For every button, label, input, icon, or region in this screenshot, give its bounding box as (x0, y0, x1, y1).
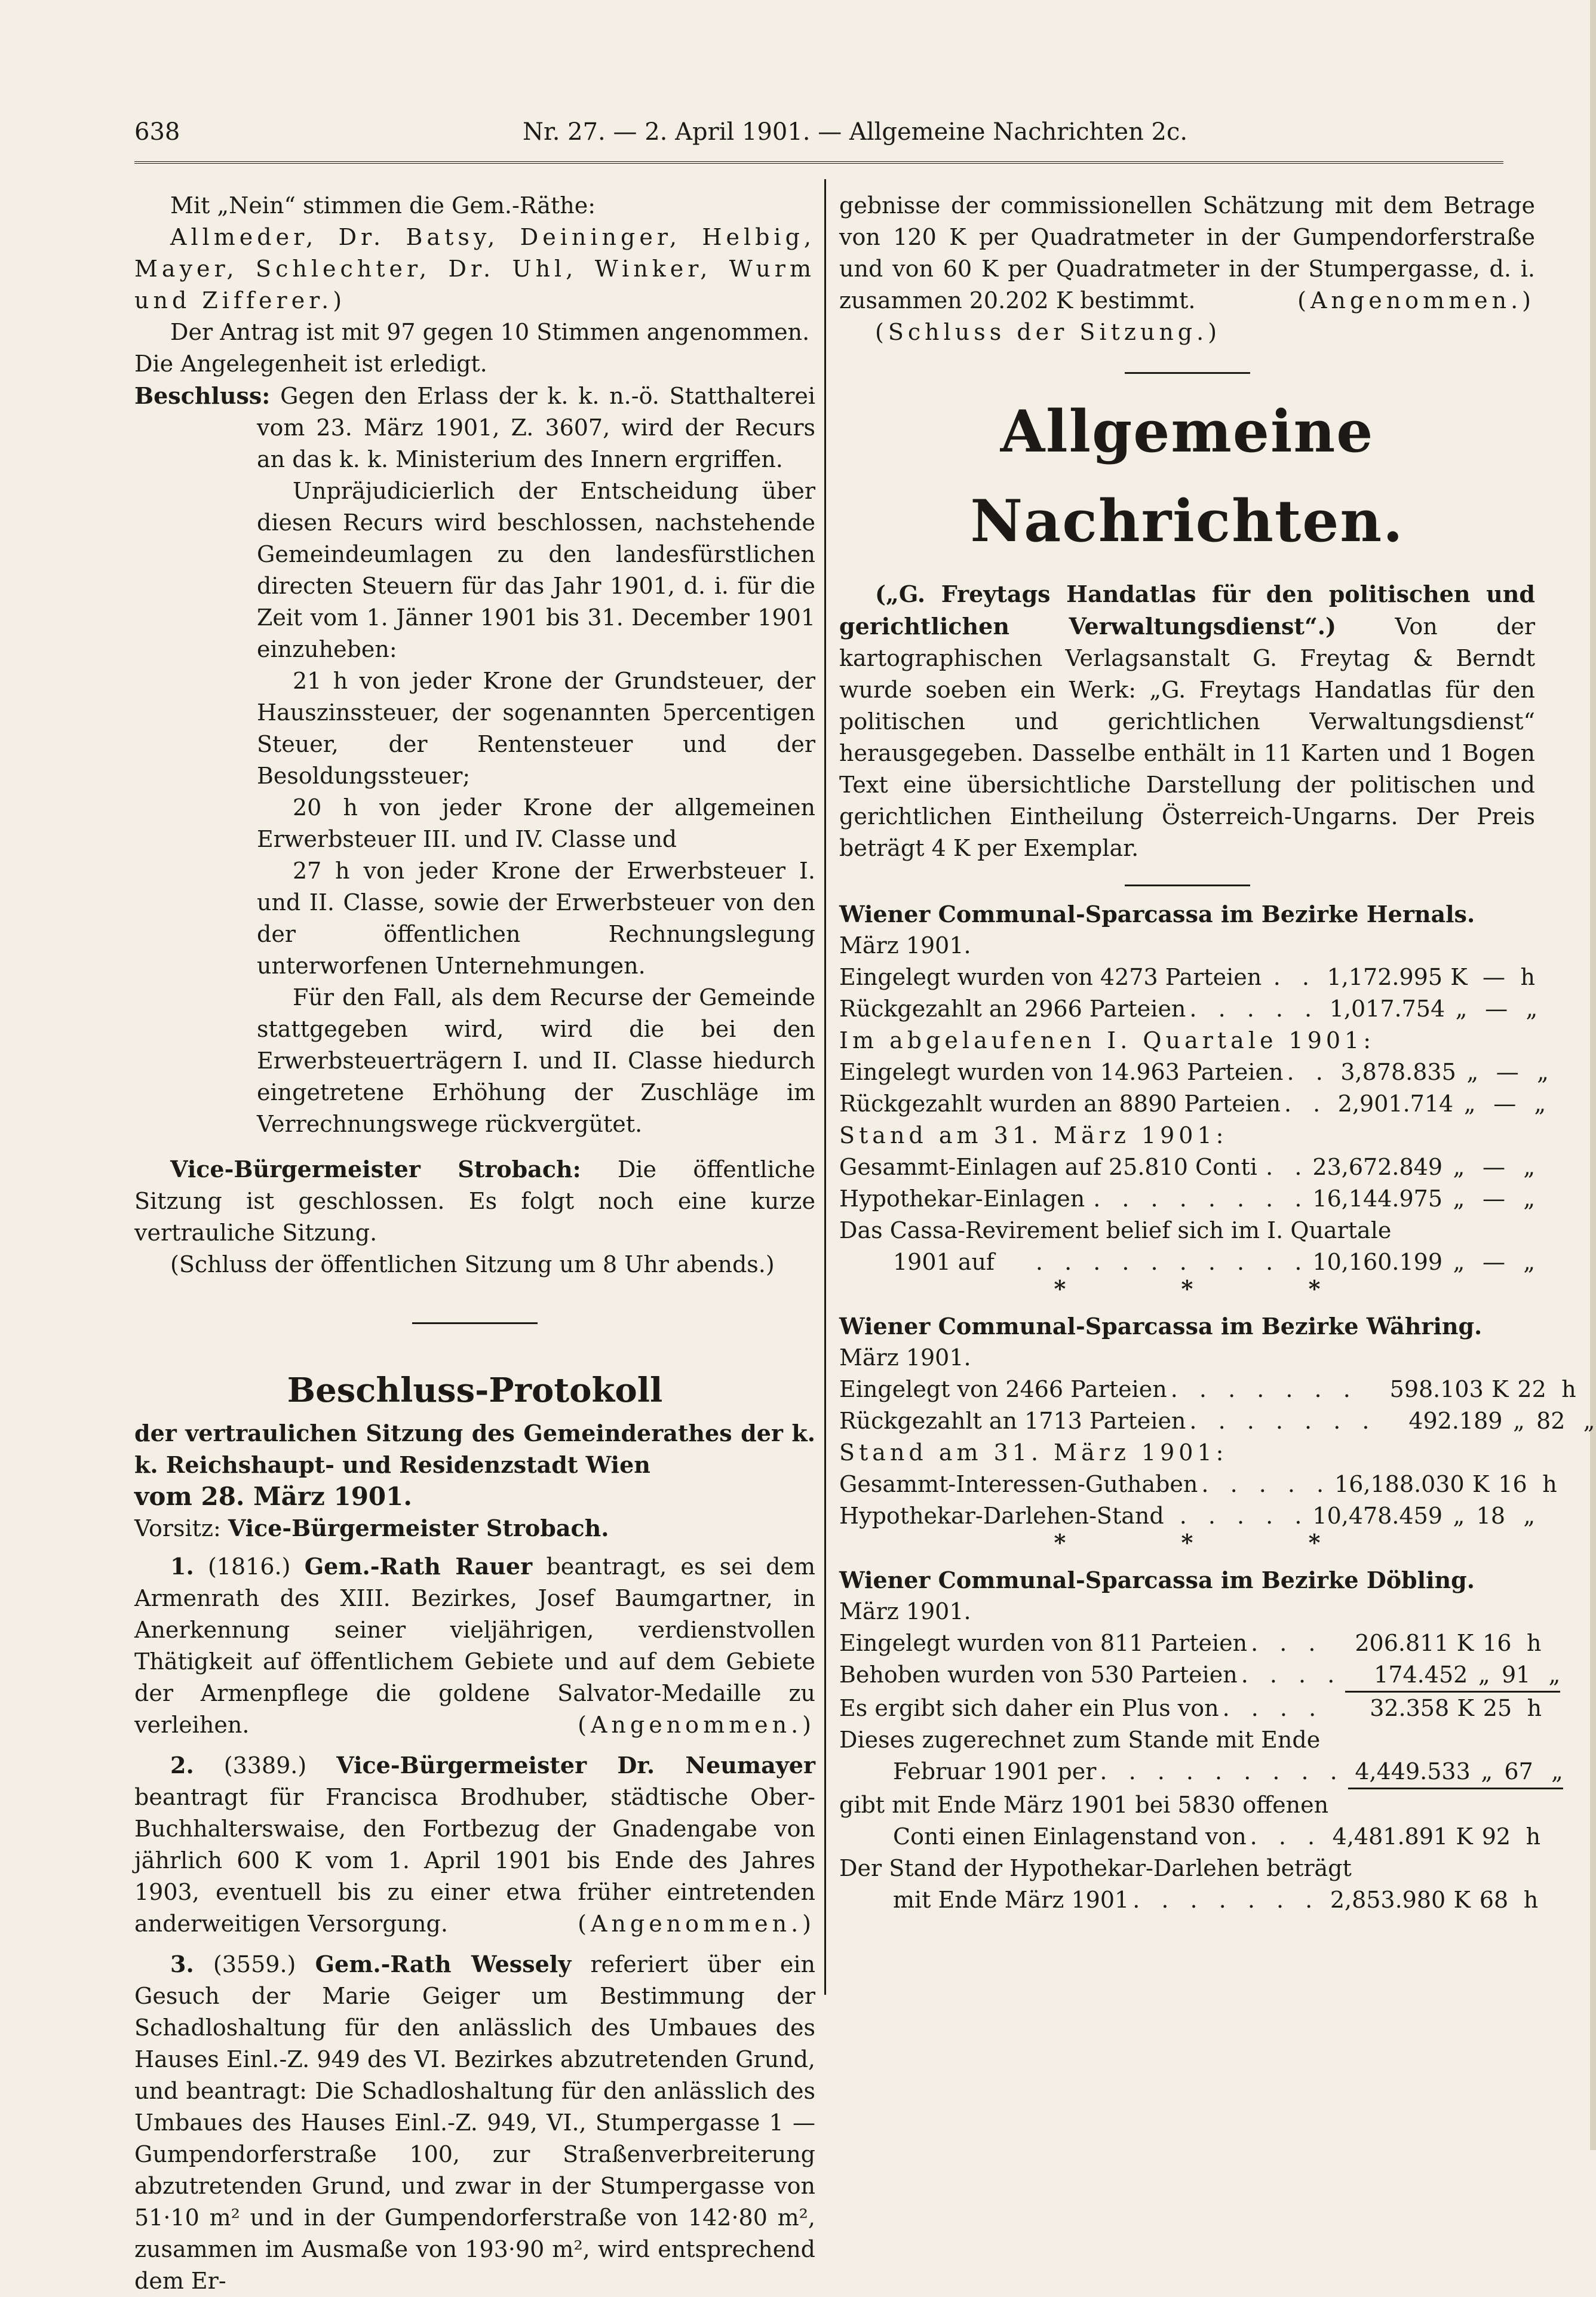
continuation-text (839, 190, 1535, 317)
item-3-ref: (3559.) (213, 1951, 296, 1977)
row-dots: . . . . . . . (1189, 1408, 1377, 1434)
row-dots: . . . . . . . . (1093, 1186, 1309, 1212)
item-1-name: Gem.-Rath Rauer (304, 1553, 533, 1580)
beschluss-label: Beschluss: (134, 382, 271, 409)
row-unit-k: K (1456, 1823, 1473, 1850)
hernals-quarter: Im abgelaufenen I. Quartale 1901: (839, 1027, 1376, 1054)
item-2-name: Vice-Bürgermeister Dr. Neumayer (336, 1752, 815, 1779)
row-unit-h: „ (1530, 1659, 1560, 1693)
row-dots: . . (1273, 964, 1316, 990)
row-unit-k: K (1472, 1471, 1490, 1497)
row-unit-h: „ (1523, 1503, 1535, 1529)
row-heller: — (1493, 1091, 1517, 1117)
row-unit-k: „ (1466, 1059, 1479, 1085)
row-label: Rückgezahlt an 2966 Parteien (839, 996, 1186, 1022)
row-label: Eingelegt wurden von 811 Parteien (839, 1630, 1248, 1656)
row-value: 206.811 (1355, 1630, 1449, 1656)
row-unit-h: h (1527, 1630, 1542, 1656)
row-unit-k: K (1491, 1376, 1509, 1402)
row-dots: . . . . . . . (1132, 1887, 1320, 1913)
row-dots: . . (1284, 1091, 1328, 1117)
waehring-row-guthaben (839, 1469, 1557, 1500)
header-rule (134, 161, 1503, 167)
row-label: Eingelegt wurden von 14.963 Parteien (839, 1059, 1284, 1085)
antrag-result: Der Antrag ist mit 97 gegen 10 Stimmen angenommen. (170, 319, 810, 345)
row-unit-h: „ (1533, 1756, 1563, 1789)
row-heller: 25 (1483, 1695, 1512, 1721)
row-unit-h: „ (1537, 1059, 1549, 1085)
item-1 (134, 1550, 815, 1741)
row-unit-h: „ (1583, 1408, 1595, 1434)
doebling-row-conti (839, 1821, 1541, 1853)
hernals-month: März 1901. (839, 932, 971, 959)
vorsitz-name: Vice-Bürgermeister Strobach. (228, 1515, 609, 1541)
row-label: Rückgezahlt wurden an 8890 Parteien (839, 1091, 1281, 1117)
hernals-row-rueckgezahlt (839, 993, 1538, 1025)
waehring-row-darlehen (839, 1500, 1535, 1532)
row-value: 2,853.980 (1330, 1887, 1446, 1913)
row-value: 598.103 (1389, 1376, 1484, 1402)
item-2-number: 2. (170, 1752, 194, 1779)
row-unit-k: „ (1513, 1408, 1525, 1434)
row-heller: — (1483, 1249, 1505, 1275)
row-label: Hypothekar-Darlehen-Stand (839, 1503, 1164, 1529)
doebling-title: Wiener Communal-Sparcassa im Bezirke Döbling. (839, 1567, 1475, 1593)
row-label: Hypothekar-Einlagen (839, 1186, 1085, 1212)
row-dots: . . . . (1241, 1662, 1342, 1688)
row-dots: . . . . . . . . . . (1035, 1249, 1309, 1275)
waehring-month: März 1901. (839, 1344, 971, 1371)
row-heller: 16 (1483, 1630, 1512, 1656)
row-label: 1901 auf (893, 1249, 995, 1275)
row-heller: 91 (1500, 1659, 1530, 1693)
atlas-notice (839, 578, 1535, 864)
atlas-text: Von der kartographischen Verlagsanstalt G. Freytag & Berndt wurde soeben ein Werk: „G. Freytags Handatlas für den politischen und gerichtlichen Verwaltungsdienst“ herausgegeben. Dasselbe enthält in 11 Karten und 1 Bogen Text eine übersichtliche Darstellung der politischen und gerichtlichen Eintheilung Österreich-Ungarns. Der Preis beträgt 4 K per Exemplar. (839, 613, 1535, 861)
hernals-row-revirement (839, 1246, 1535, 1278)
row-dots: . . . . . . . (1170, 1376, 1358, 1402)
schluss-oeffentlich: (Schluss der öffentlichen Sitzung um 8 Uhr abends.) (170, 1251, 775, 1278)
atlas-heading: („G. Freytags Handatlas für den politischen und gerichtlichen Verwaltungsdienst“.) (839, 581, 1535, 640)
item-3-text: referiert über ein Gesuch der Marie Geiger um Bestimmung der Schadloshaltung für den anlässlich des Umbaues des Hauses Einl.-Z. 949 des VI. Bezirkes abzutretenden Grund, und beantragt: Die Schadloshaltung für den anlässlich des Umbaues des Hauses Einl.-Z. 949, VI., Stumpergasse 1 — Gumpendorferstraße 100, zur Straßenverbreiterung abzutretenden Grund, und zwar in der Stumpergasse von 51·10 m² und in der Gumpendorferstraße von 142·80 m², zusammen im Ausmaße von 193·90 m², wird entsprechend dem Er- (134, 1951, 815, 2294)
protocol-date: vom 28. März 1901. (134, 1482, 412, 1511)
page-header (134, 113, 1503, 155)
schluss-sitzung: (Schluss der Sitzung.) (875, 319, 1221, 345)
item-1-number: 1. (170, 1553, 194, 1580)
section-divider (412, 1322, 538, 1324)
section-divider-hernals (1125, 885, 1250, 886)
row-dots: . . . . . . . . . (1100, 1758, 1345, 1785)
waehring-row-eingelegt (839, 1374, 1576, 1405)
row-heller: 22 (1517, 1376, 1546, 1402)
doebling-row-plus (839, 1693, 1542, 1724)
row-value: 492.189 (1408, 1408, 1503, 1434)
item-1-result: (Angenommen.) (578, 1712, 815, 1738)
item-2-text: beantragt für Francisca Brodhuber, städtische Ober-Buchhalterswaise, den Fortbezug der Gnadengabe von jährlich 600 K vom 1. April 1901 bis Ende des Jahres 1903, eventuell bis zu einer etwa früher eintretenden anderweitigen Versorgung. (134, 1784, 815, 1937)
running-title: Nr. 27. — 2. April 1901. — Allgemeine Nachrichten 2c. (523, 118, 1188, 146)
vbm-statement (134, 1153, 815, 1249)
row-heller: 67 (1503, 1756, 1533, 1789)
hernals-row-hypothekar (839, 1183, 1535, 1215)
section-divider-right (1125, 372, 1250, 374)
row-unit-h: h (1561, 1376, 1576, 1402)
row-unit-k: K (1453, 1887, 1471, 1913)
row-unit-h: „ (1523, 1249, 1535, 1275)
hernals-row-gesammt (839, 1151, 1535, 1183)
row-value: 23,672.849 (1312, 1154, 1442, 1180)
row-unit-k: „ (1453, 1503, 1465, 1529)
row-heller: 16 (1498, 1471, 1527, 1497)
continuation-result: (Angenommen.) (1297, 287, 1535, 314)
row-value: 16,144.975 (1312, 1186, 1442, 1212)
row-heller: 82 (1536, 1408, 1566, 1434)
continuation-body: gebnisse der commissionellen Schätzung mit dem Betrage von 120 K per Quadratmeter in der Gumpendorferstraße und von 60 K per Quadratmeter in der Stumpergasse, d. i. zusammen 20.202 K bestimmt. (839, 192, 1535, 314)
row-value: 2,901.714 (1337, 1091, 1454, 1117)
hernals-title: Wiener Communal-Sparcassa im Bezirke Hernals. (839, 901, 1475, 928)
protocol-title: Beschluss-Protokoll (287, 1371, 663, 1410)
vbm-text: Die öffentliche Sitzung ist geschlossen. Es folgt noch eine kurze vertrauliche Sitzung. (134, 1156, 815, 1246)
row-dots: . . . . . (1179, 1503, 1309, 1529)
row-unit-k: „ (1455, 996, 1468, 1022)
recurs-fall: Für den Fall, als dem Recurse der Gemeinde stattgegeben wird, wird die bei den Erwerbsteuerträgern I. und II. Classe hiedurch eingetretene Erhöhung der Zuschläge im Verrechnungswege rückvergütet. (257, 984, 815, 1137)
doebling-month: März 1901. (839, 1598, 971, 1625)
row-value: 10,478.459 (1312, 1503, 1442, 1529)
hernals-row-eingelegt (839, 962, 1535, 993)
beschluss (134, 380, 815, 475)
row-value: 32.358 (1370, 1695, 1450, 1721)
row-unit-k: K (1450, 964, 1468, 990)
row-label: Es ergibt sich daher ein Plus von (839, 1695, 1219, 1721)
unpraejudicierlich: Unpräjudicierlich der Entscheidung über diesen Recurs wird beschlossen, nachstehende Gemeindeumlagen zu den landesfürstlichen directen Steuern für das Jahr 1901, d. i. für die Zeit vom 1. Jänner 1901 bis 31. December 1901 einzuheben: (257, 478, 815, 662)
page-number: 638 (134, 118, 180, 146)
row-value: 16,188.030 (1334, 1471, 1465, 1497)
doebling-stand-hyp: Der Stand der Hypothekar-Darlehen beträgt (839, 1855, 1352, 1881)
row-label: Behoben wurden von 530 Parteien (839, 1662, 1238, 1688)
row-heller: — (1483, 1186, 1505, 1212)
stars-separator-1: * * * (1054, 1275, 1374, 1302)
row-value: 4,449.533 (1348, 1756, 1471, 1789)
erledigt: Die Angelegenheit ist erledigt. (134, 351, 487, 377)
row-unit-h: h (1542, 1471, 1557, 1497)
hernals-row-q-eingelegt (839, 1057, 1549, 1088)
doebling-zugerechnet: Dieses zugerechnet zum Stande mit Ende (839, 1727, 1321, 1753)
row-value: 4,481.891 (1332, 1823, 1448, 1850)
nein-intro: Mit „Nein“ stimmen die Gem.-Räthe: (170, 192, 596, 219)
vorsitz-label: Vorsitz: (134, 1515, 221, 1541)
row-unit-k: „ (1453, 1249, 1465, 1275)
row-label: Eingelegt von 2466 Parteien (839, 1376, 1167, 1402)
hernals-revirement: Das Cassa-Revirement belief sich im I. Quartale (839, 1217, 1392, 1243)
row-dots: . . . . . (1201, 1471, 1331, 1497)
doebling-row-hypothekar (839, 1884, 1539, 1916)
item-3 (134, 1948, 815, 2297)
umlage-21h: 21 h von jeder Krone der Grundsteuer, der Hauszinssteuer, der sogenannten 5percentigen Steuer, der Rentensteuer und der Besoldungssteuer; (257, 668, 815, 789)
row-label: Gesammt-Einlagen auf 25.810 Conti (839, 1154, 1257, 1180)
row-label: Conti einen Einlagenstand von (893, 1823, 1247, 1850)
row-value: 1,172.995 (1327, 964, 1442, 990)
row-label: Gesammt-Interessen-Guthaben (839, 1471, 1198, 1497)
vbm-label: Vice-Bürgermeister Strobach: (170, 1156, 581, 1183)
beschluss-text: Gegen den Erlass der k. k. n.-ö. Statthalterei vom 23. März 1901, Z. 3607, wird der Recurs an das k. k. Ministerium des Innern ergriffen. (257, 383, 815, 472)
row-label: Rückgezahlt an 1713 Parteien (839, 1408, 1186, 1434)
row-dots: . . . . (1222, 1695, 1324, 1721)
hernals-row-q-rueckgezahlt (839, 1088, 1546, 1120)
waehring-title: Wiener Communal-Sparcassa im Bezirke Währing. (839, 1313, 1483, 1340)
umlage-27h: 27 h von jeder Krone der Erwerbsteuer I. und II. Classe, sowie der Erwerbsteuer von den der öffentlichen Rechnungslegung unterworfenen Unternehmungen. (257, 858, 815, 979)
row-unit-k: „ (1471, 1756, 1503, 1789)
item-3-name: Gem.-Rath Wessely (315, 1951, 572, 1977)
row-unit-h: „ (1523, 1186, 1535, 1212)
item-2-ref: (3389.) (223, 1752, 307, 1779)
vorsitz (134, 1512, 815, 1544)
item-1-ref: (1816.) (207, 1553, 291, 1580)
row-unit-h: h (1526, 1823, 1541, 1850)
row-dots: . . . (1250, 1823, 1322, 1850)
doebling-row-februar (839, 1756, 1563, 1789)
row-heller: — (1496, 1059, 1519, 1085)
row-dots: . . (1287, 1059, 1330, 1085)
column-divider (824, 179, 826, 1995)
row-label: Februar 1901 per (893, 1758, 1097, 1785)
item-1-text: beantragt, es sei dem Armenrath des XIII. Bezirkes, Josef Baumgartner, in Anerkennung seiner vieljährigen, verdienstvollen Thätigkeit auf öffentlichem Gebiete und auf dem Gebiete der Armenpflege die goldene Salvator-Medaille zu verleihen. (134, 1553, 815, 1738)
row-unit-k: „ (1463, 1091, 1476, 1117)
row-unit-k: „ (1453, 1154, 1465, 1180)
row-value: 10,160.199 (1312, 1249, 1442, 1275)
row-dots: . . . . . (1189, 996, 1319, 1022)
item-2 (134, 1749, 815, 1940)
left-column (134, 190, 815, 2297)
row-value: 1,017.754 (1329, 996, 1445, 1022)
hernals-stand: Stand am 31. März 1901: (839, 1122, 1228, 1148)
item-3-number: 3. (170, 1951, 194, 1977)
row-dots: . . (1266, 1154, 1309, 1180)
row-dots: . . . (1251, 1630, 1323, 1656)
row-label: Eingelegt wurden von 4273 Parteien (839, 964, 1262, 990)
row-value: 174.452 (1345, 1659, 1468, 1693)
row-heller: — (1483, 1154, 1505, 1180)
row-unit-k: K (1456, 1630, 1474, 1656)
row-unit-h: „ (1534, 1091, 1546, 1117)
row-heller: — (1483, 964, 1505, 990)
doebling-gibt: gibt mit Ende März 1901 bei 5830 offenen (839, 1792, 1329, 1818)
row-heller: 68 (1479, 1887, 1509, 1913)
row-value: 3,878.835 (1340, 1059, 1456, 1085)
row-unit-h: „ (1526, 996, 1538, 1022)
protocol-subtitle: der vertraulichen Sitzung des Gemeinderathes der k. k. Reichshaupt- und Residenzstadt Wien (134, 1420, 815, 1478)
section-title: Allgemeine Nachrichten. (970, 398, 1404, 555)
row-unit-k: „ (1453, 1186, 1465, 1212)
nein-names: Allmeder, Dr. Batsy, Deininger, Helbig, Mayer, Schlechter, Dr. Uhl, Winker, Wurm und Zifferer.) (134, 224, 815, 314)
row-unit-h: h (1527, 1695, 1542, 1721)
doebling-row-eingelegt (839, 1627, 1542, 1659)
row-unit-k: „ (1468, 1659, 1500, 1693)
row-unit-k: K (1457, 1695, 1474, 1721)
umlage-20h: 20 h von jeder Krone der allgemeinen Erwerbsteuer III. und IV. Classe und (257, 794, 815, 852)
doebling-row-behoben (839, 1659, 1561, 1693)
waehring-stand: Stand am 31. März 1901: (839, 1439, 1228, 1466)
right-column (839, 190, 1595, 1916)
row-heller: 92 (1481, 1823, 1511, 1850)
row-label: mit Ende März 1901 (893, 1887, 1130, 1913)
item-2-result: (Angenommen.) (578, 1911, 815, 1937)
stars-separator-2: * * * (1054, 1529, 1374, 1556)
row-heller: — (1485, 996, 1508, 1022)
row-unit-h: „ (1523, 1154, 1535, 1180)
row-heller: 18 (1476, 1503, 1505, 1529)
row-unit-h: h (1520, 964, 1535, 990)
row-unit-h: h (1523, 1887, 1539, 1913)
waehring-row-rueckgezahlt (839, 1405, 1595, 1437)
